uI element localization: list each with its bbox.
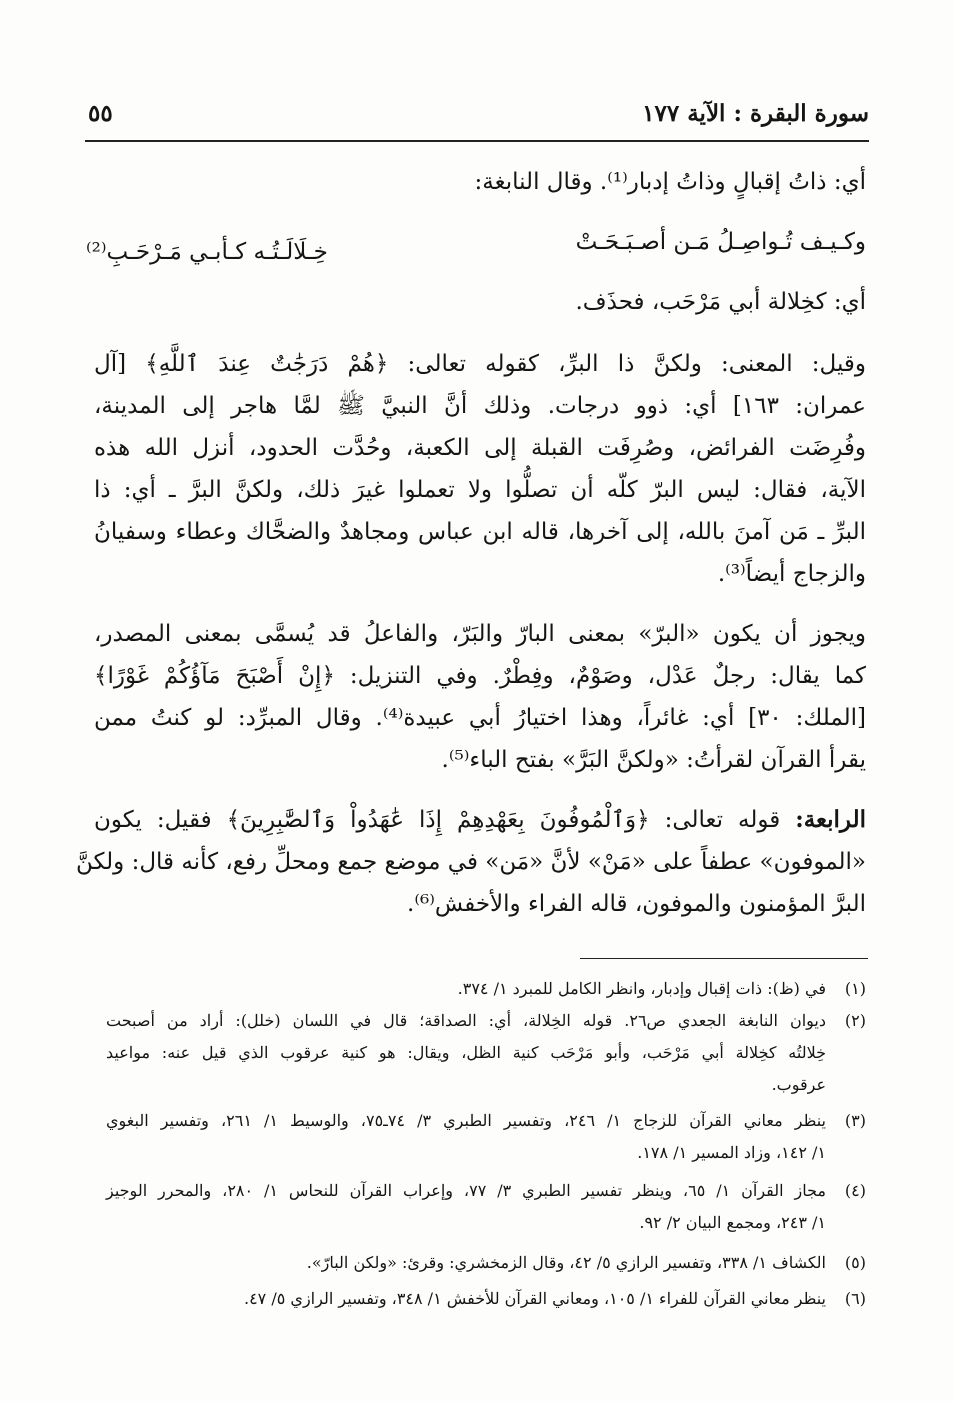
verse-second-hemistich: خِـلَالَـتُـه كـأبـي مَـرْحَـبِ⁽²⁾: [86, 239, 328, 265]
footnote-text: ينظر معاني القرآن للزجاج ١/ ٢٤٦، وتفسير الطبري ٣/ ٧٤ـ٧٥، والوسيط ١/ ٢٦١، وتفسير البغوي: [106, 1111, 827, 1130]
footnote-line: ١/ ١٤٢، وزاد المسير ١/ ١٧٨.: [637, 1143, 826, 1162]
footnote-number: (٦): [844, 1289, 866, 1308]
footnote-text: مجاز القرآن ١/ ٦٥، وينظر تفسير الطبري ٣/ ٧٧، وإعراب القرآن للنحاس ١/ ٢٨٠، والمحرر الوجيز: [106, 1181, 826, 1200]
body-line: أي: ذاتُ إقبالٍ وذاتُ إدبار⁽¹⁾. وقال النابغة:: [474, 169, 866, 195]
body-line: [94, 800, 866, 840]
footnote-line: خِلالتُه كخِلالة أبي مَرْحَب، وأبو مَرْحَب كنية الظل، ويقال: هو كنية عرقوب الذي قيل عنه: مواعيد: [106, 1043, 826, 1062]
footnote-line: [458, 974, 866, 1004]
footnote-text: في (ظ): ذات إقبال وإدبار، وانظر الكامل للمبرد ١/ ٣٧٤.: [457, 979, 826, 998]
body-line: كما يقال: رجلٌ عَدْل، وصَوْمٌ، وفِطْرٌ. وفي التنزيل: ﴿إِنْ أَصْبَحَ مَآؤُكُمْ غَوْرًا﴾: [94, 663, 866, 689]
body-line: عمران: ١٦٣] أي: ذوو درجات. وذلك أنَّ النبيَّ ﷺ لمَّا هاجر إلى المدينة،: [94, 393, 866, 419]
body-line: البرَّ المؤمنون والموفون، قاله الفراء والأخفش⁽⁶⁾.: [407, 891, 866, 917]
body-line: الآية، فقال: ليس البرّ كلّه أن تصلُّوا ولا تعملوا غيرَ ذلك، ولكنَّ البرَّ ـ أي: ذا: [94, 477, 866, 503]
body-text: قوله تعالى: ﴿وَٱلْمُوفُونَ بِعَهْدِهِمْ إِذَا عَٰهَدُواْ وَٱلصَّٰبِرِينَ﴾ فقيل: يكون: [94, 807, 781, 833]
footnote-number: (٣): [844, 1111, 867, 1130]
footnote-line: ١/ ٢٤٣، ومجمع البيان ٢/ ٩٢.: [639, 1213, 826, 1232]
body-line: وفُرِضَت الفرائض، وصُرِفَت القبلة إلى الكعبة، وحُدَّت الحدود، أنزل الله هذه: [94, 435, 866, 461]
body-line: والزجاج أيضاً⁽³⁾.: [717, 561, 866, 587]
footnote-text: ديوان النابغة الجعدي ص٢٦. قوله الخِلالة، أي: الصداقة؛ قال في اللسان (خلل): أراد من أصبحت: [106, 1011, 827, 1030]
body-line: يقرأ القرآن لقرأتُ: «ولكنَّ البَرَّ» بفتح الباء⁽⁵⁾.: [441, 747, 866, 773]
footnote-number: (٢): [844, 1011, 867, 1030]
surah-title: سورة البقرة : الآية ١٧٧: [642, 100, 869, 127]
header-divider: [85, 140, 869, 142]
footnote-divider: [580, 958, 868, 959]
body-line: وقيل: المعنى: ولكنَّ ذا البرِّ، كقوله تعالى: ﴿هُمْ دَرَجَٰتٌ عِندَ ٱللَّهِ﴾ [آل: [94, 351, 866, 377]
footnote-line: عرقوب.: [771, 1075, 826, 1094]
footnote-line: [244, 1284, 866, 1314]
footnote-number: (١): [844, 979, 866, 998]
body-line: «الموفون» عطفاً على «مَنْ» لأنَّ «مَن» في موضع جمع ومحلِّ رفع، كأنه قال: ولكنَّ: [75, 849, 866, 875]
footnote-line: [106, 1176, 866, 1206]
footnote-line: [106, 1006, 866, 1036]
footnote-number: (٥): [844, 1253, 866, 1272]
footnote-line: [307, 1248, 866, 1278]
running-header: [88, 96, 869, 134]
body-line: [الملك: ٣٠] أي: غائراً، وهذا اختيارُ أبي عبيدة⁽⁴⁾. وقال المبرِّد: لو كنتُ ممن: [94, 705, 866, 731]
footnote-text: الكشاف ١/ ٣٣٨، وتفسير الرازي ٥/ ٤٢، وقال الزمخشري: وقرئ: «ولكن البارّ».: [306, 1253, 826, 1272]
body-line: أي: كخِلالة أبي مَرْحَب، فحذَف.: [575, 289, 866, 315]
body-line: ويجوز أن يكون «البرّ» بمعنى البارّ والبَرّ، والفاعلُ قد يُسمَّى بمعنى المصدر،: [94, 621, 866, 647]
page-number: ٥٥: [88, 100, 113, 127]
footnote-text: ينظر معاني القرآن للفراء ١/ ١٠٥، ومعاني القرآن للأخفش ١/ ٣٤٨، وتفسير الرازي ٥/ ٤٧.: [243, 1289, 826, 1308]
footnote-line: [106, 1106, 866, 1136]
verse-first-hemistich: وكـيـف تُـواصِـلُ مَـن أصـبَـحَـتْ: [575, 229, 866, 255]
body-line: البرِّ ـ مَن آمنَ بالله، إلى آخرها، قاله ابن عباس ومجاهدٌ والضحَّاك وعطاء وسفيانُ: [94, 519, 866, 545]
footnote-number: (٤): [844, 1181, 866, 1200]
section-label: الرابعة:: [795, 806, 866, 833]
